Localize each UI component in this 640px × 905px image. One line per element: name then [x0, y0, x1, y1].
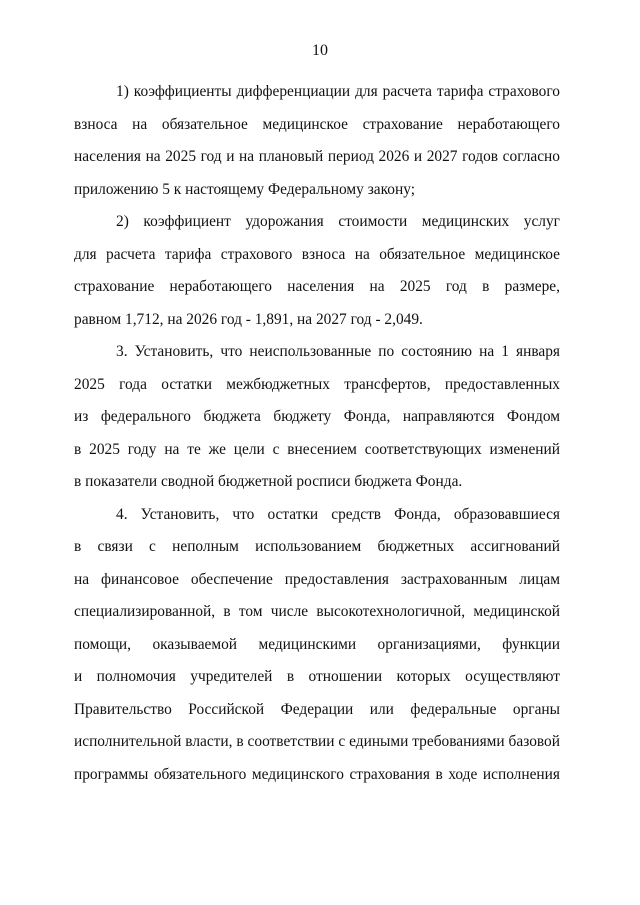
- paragraph-4-line-3: на финансовое обеспечение предоставления застрахованным лицам: [74, 570, 560, 588]
- paragraph-2-line-2: для расчета тарифа страхового взноса на обязательное медицинское: [74, 245, 560, 263]
- paragraph-1-line-2: взноса на обязательное медицинское страхование неработающего: [74, 115, 560, 133]
- paragraph-3-line-2: 2025 года остатки межбюджетных трансфертов, предоставленных: [74, 375, 560, 393]
- paragraph-4-line-6: и полномочия учредителей в отношении которых осуществляют: [74, 668, 560, 685]
- paragraph-4-line-8: исполнительной власти, в соответствии с едиными требованиями базовой: [74, 733, 560, 750]
- paragraph-1-line-1: 1) коэффициенты дифференциации для расчета тарифа страхового: [116, 83, 560, 100]
- paragraph-1-line-3: населения на 2025 год и на плановый период 2026 и 2027 годов согласно: [74, 148, 560, 165]
- paragraph-2: [74, 206, 560, 336]
- paragraph-3-line-1: 3. Установить, что неиспользованные по состоянию на 1 января: [116, 343, 560, 360]
- paragraph-4-line-4: специализированной, в том числе высокотехнологичной, медицинской: [74, 603, 560, 620]
- page-number: 10: [312, 42, 328, 59]
- paragraph-3: [74, 336, 560, 499]
- paragraph-4-line-9: программы обязательного медицинского страхования в ходе исполнения: [74, 765, 560, 783]
- paragraph-4-line-5: помощи, оказываемой медицинскими организациями, функции: [74, 635, 560, 653]
- paragraph-1-line-4: приложению 5 к настоящему Федеральному закону;: [74, 180, 416, 198]
- paragraph-1: [74, 76, 560, 206]
- document-body: [74, 76, 560, 791]
- paragraph-2-line-1: 2) коэффициент удорожания стоимости медицинских услуг: [116, 213, 560, 230]
- paragraph-2-line-4: равном 1,712, на 2026 год - 1,891, на 2027 год - 2,049.: [74, 310, 423, 328]
- paragraph-4-line-2: в связи с неполным использованием бюджетных ассигнований: [74, 538, 560, 555]
- paragraph-3-line-3: из федерального бюджета бюджету Фонда, направляются Фондом: [74, 408, 560, 425]
- paragraph-3-line-5: в показатели сводной бюджетной росписи бюджета Фонда.: [74, 473, 463, 490]
- paragraph-4-line-7: Правительство Российской Федерации или федеральные органы: [74, 700, 560, 718]
- paragraph-4-line-1: 4. Установить, что остатки средств Фонда, образовавшиеся: [116, 505, 560, 523]
- paragraph-2-line-3: страхование неработающего населения на 2025 год в размере,: [74, 278, 560, 295]
- paragraph-3-line-4: в 2025 году на те же цели с внесением соответствующих изменений: [74, 440, 560, 458]
- paragraph-4: [74, 499, 560, 792]
